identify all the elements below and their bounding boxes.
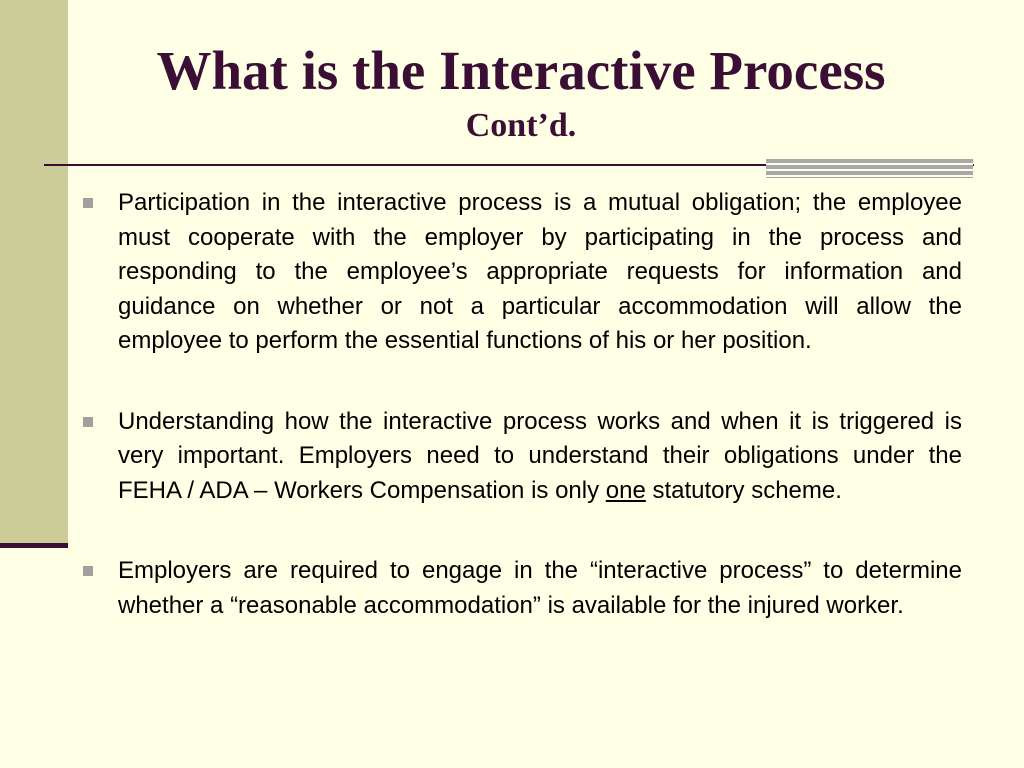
square-bullet-icon — [83, 198, 93, 208]
bullet-text-end: statutory scheme. — [645, 476, 842, 504]
bullet-item-1 — [80, 186, 962, 359]
accent-stripes — [766, 159, 973, 178]
bullet-list — [80, 186, 962, 623]
bullet-item-2 — [80, 405, 962, 509]
slide-title: What is the Interactive Process — [156, 40, 886, 101]
bullet-text: Employers are required to engage in the “interactive process” to determine whether a “reasonable accommodation” is available for the injured worker. — [118, 557, 962, 619]
left-side-rule — [0, 543, 68, 548]
bullet-text: Participation in the interactive process is a mutual obligation; the employee must cooperate with the employer by participating in the process and responding to the employee’s appropriate requests for information and guidance on whether or not a particular accommodation will allow the employee to perform the essential functions of his or her position. — [118, 189, 962, 354]
bullet-underlined-text: one — [605, 476, 646, 504]
left-side-bar — [0, 0, 68, 545]
square-bullet-icon — [83, 566, 93, 576]
bullet-text: Understanding how the interactive process works and when it is triggered is very important. Employers need to understand their obligations under the FEHA / ADA – Workers Compensation is only — [118, 407, 962, 504]
slide-title-block — [68, 38, 974, 146]
bullet-item-3 — [80, 554, 962, 623]
slide-subtitle: Cont’d. — [465, 107, 577, 144]
square-bullet-icon — [83, 417, 93, 427]
